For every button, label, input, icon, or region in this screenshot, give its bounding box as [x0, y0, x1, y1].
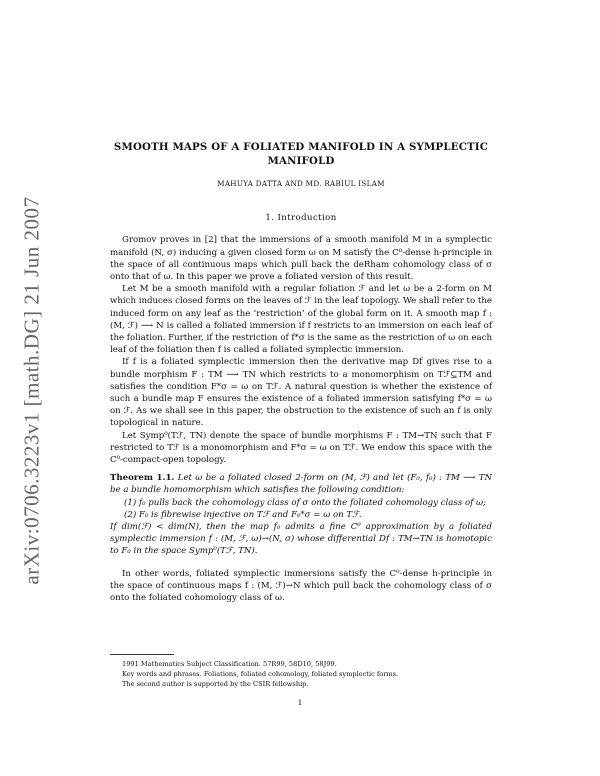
paper-authors: MAHUYA DATTA AND MD. RABIUL ISLAM — [217, 179, 385, 188]
footnote-rule — [110, 654, 174, 655]
theorem-conditions — [110, 497, 492, 521]
footnotes — [110, 654, 492, 689]
condition-number: (2) — [124, 509, 137, 520]
intro-paragraph-3: If f is a foliated symplectic immersion then the derivative map Df gives rise to a bundle morphism F : TM ⟶ TN which restricts to a monomorphism on Tℱ⊆TM and satisfies the condition F*σ = ω on Tℱ. A natural question is whether the existence of such a bundle map F ensures the existence of a foliated immersion satisfying f*σ = ω on ℱ. As we shall see in this paper, the obstruction to the existence of such an f is only topological in nature. — [110, 357, 492, 429]
theorem-condition-2 — [110, 509, 492, 521]
intro-paragraph-4: Let Symp⁰(Tℱ, TN) denote the space of bundle morphisms F : TM→TN such that F restricted to Tℱ is a monomorphism and F*σ = ω on Tℱ. We endow this space with the C⁰-compact-open topology. — [110, 430, 492, 466]
theorem-label: Theorem 1.1. — [110, 473, 175, 484]
condition-text: F₀ is fibrewise injective on Tℱ and F₀*σ = ω on Tℱ. — [138, 509, 362, 520]
footnote-funding: The second author is supported by the CSIR fellowship. — [122, 680, 309, 688]
condition-text: f₀ pulls back the cohomology class of σ onto the foliated cohomology class of ω; — [138, 497, 486, 508]
page-number: 1 — [297, 698, 303, 707]
theorem-condition-1 — [110, 497, 492, 509]
condition-number: (1) — [124, 497, 137, 508]
paper-page — [110, 140, 492, 604]
intro-paragraph-2: Let M be a smooth manifold with a regular foliation ℱ and let ω be a 2-form on M which induces closed forms on the leaves of ℱ in the leaf topology. We shall refer to the induced form on any leaf as the ‘restriction’ of the global form on it. A smooth map f : (M, ℱ) ⟶ N is called a foliated immersion if f restricts to an immersion on each leaf of the foliation. Further, if the restriction of f*σ is the same as the restriction of ω on each leaf of the foliation then f is called a foliated symplectic immersion. — [110, 284, 492, 356]
intro-paragraph-1: Gromov proves in [2] that the immersions of a smooth manifold M in a symplectic manifold (N, σ) inducing a given closed form ω on M satisfy the C⁰-dense h-principle in the space of all continuous maps which pull back the deRham cohomology class of σ onto that of ω. In this paper we prove a foliated version of this result. — [110, 235, 492, 283]
paper-title: SMOOTH MAPS OF A FOLIATED MANIFOLD IN A SYMPLECTIC MANIFOLD — [113, 141, 489, 167]
closing-paragraph: In other words, foliated symplectic immersions satisfy the C⁰-dense h-principle in the space of continuous maps f : (M, ℱ)→N which pull back the cohomology class of σ onto the foliated cohomology class of ω. — [110, 568, 492, 604]
theorem-statement — [110, 472, 492, 496]
section-heading-introduction: 1. Introduction — [265, 213, 337, 224]
arxiv-side-stamp — [12, 180, 52, 600]
arxiv-identifier: arXiv:0706.3223v1 [math.DG] 21 Jun 2007 — [19, 195, 44, 585]
footnote-keywords: Key words and phrases. Foliations, foliated cohomology, foliated symplectic forms. — [122, 670, 399, 678]
footnote-classification: 1991 Mathematics Subject Classification. 57R99, 58D10, 58J99. — [122, 660, 337, 668]
theorem-conclusion: If dim(ℱ) < dim(N), then the map f₀ admits a fine C⁰ approximation by a foliated symplectic immersion f : (M, ℱ, ω)→(N, σ) whose differential Df : TM→TN is homotopic to F₀ in the space Symp⁰(Tℱ, TN). — [110, 522, 492, 557]
theorem-hypothesis: Let ω be a foliated closed 2-form on (M, ℱ) and let (F₀, f₀) : TM ⟶ TN be a bundle homomorphism which satisfies the following condition: — [110, 473, 492, 496]
